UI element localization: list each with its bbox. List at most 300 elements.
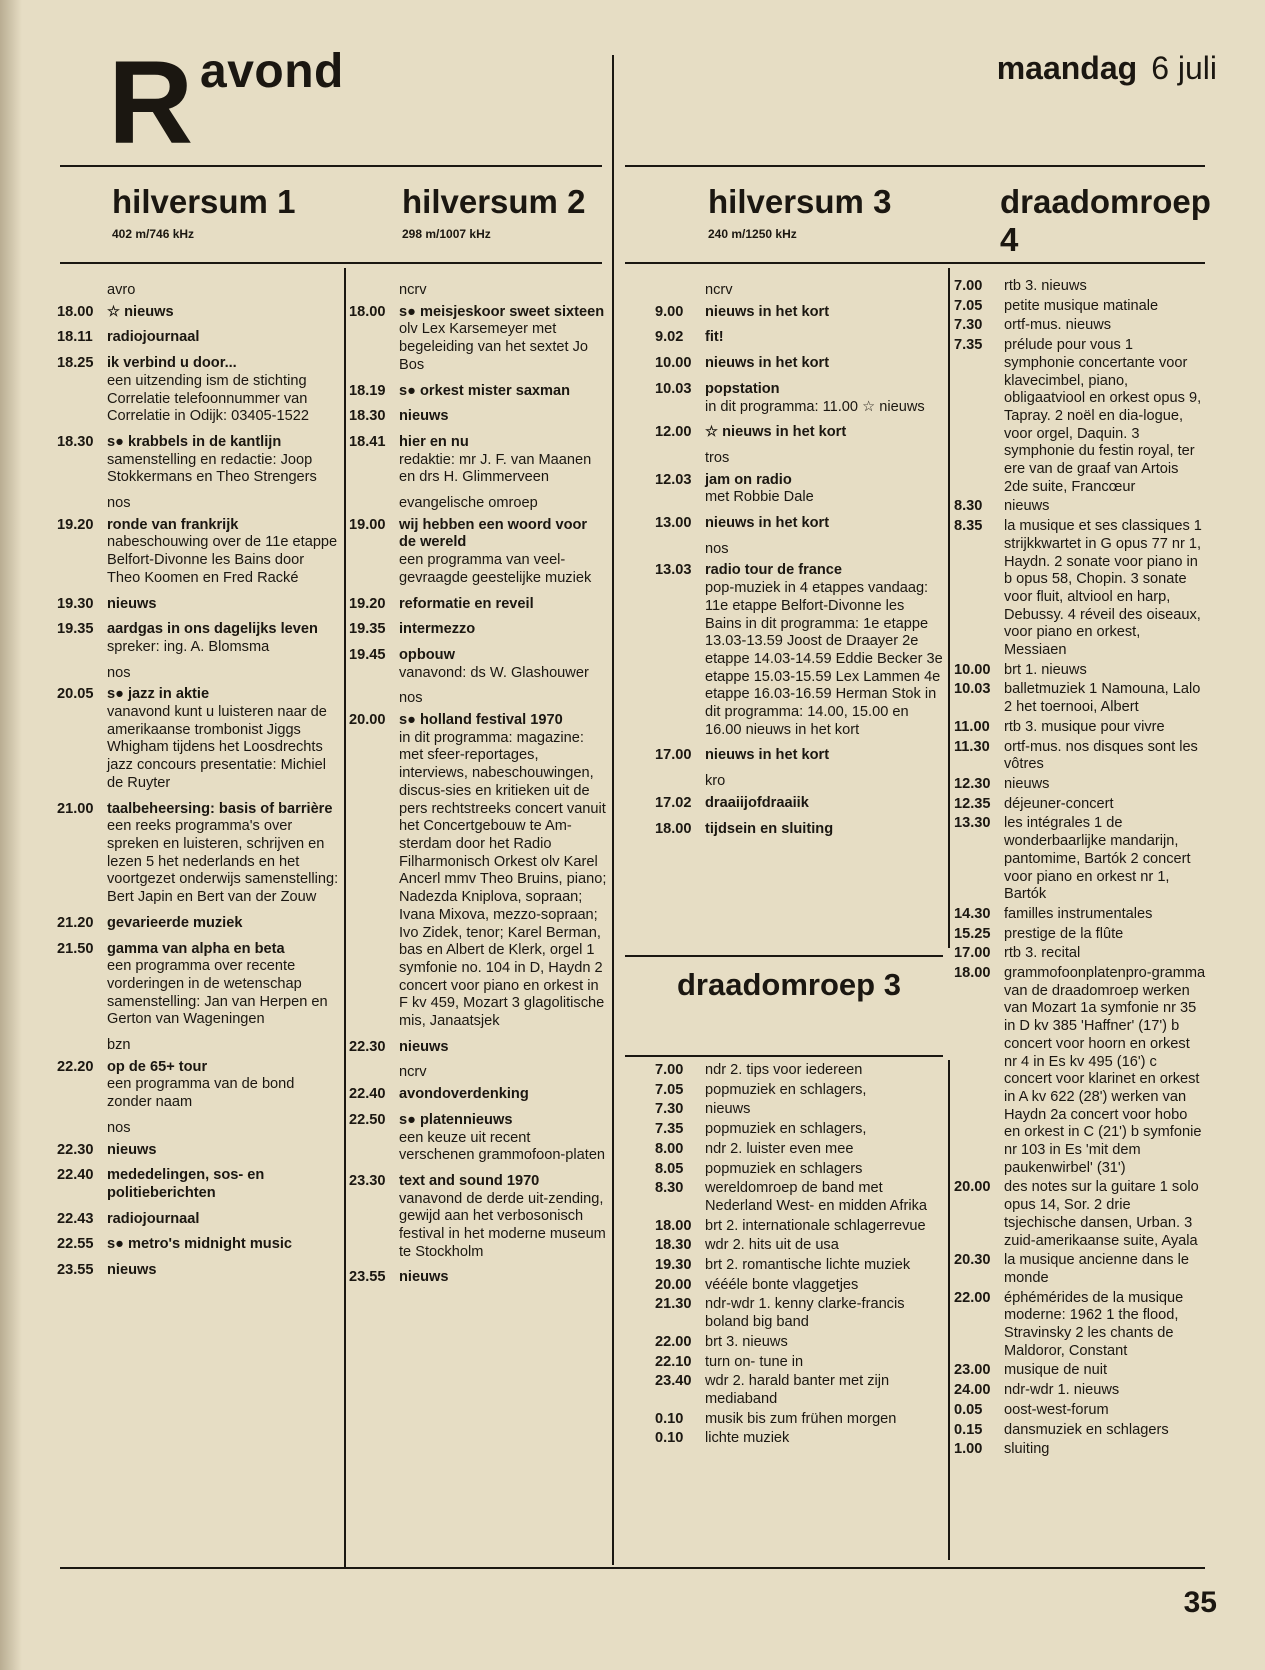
program-entry	[349, 1269, 607, 1287]
program-entry	[954, 1441, 1206, 1459]
program-title: text and sound 1970	[399, 1172, 540, 1189]
program-time: 20.00	[349, 712, 386, 729]
program-body	[107, 801, 339, 907]
program-entry	[57, 596, 339, 614]
program-entry	[655, 1218, 943, 1236]
program-time: 18.30	[655, 1237, 692, 1254]
program-time: 12.30	[954, 775, 991, 792]
program-description: brt 3. nieuws	[705, 1333, 788, 1350]
program-title: nieuws	[107, 1141, 157, 1158]
broadcaster-label: nos	[107, 495, 131, 512]
program-time: 8.30	[954, 498, 983, 515]
station-hilversum-3	[708, 183, 891, 241]
program-description: redaktie: mr J. F. van Maanen en drs H. Glimmerveen	[399, 451, 592, 486]
program-entry	[954, 1402, 1206, 1420]
program-time: 7.05	[954, 297, 983, 314]
program-time: 21.30	[655, 1296, 692, 1313]
program-body	[107, 329, 339, 347]
program-entry	[655, 304, 943, 322]
station-frequency: 402 m/746 kHz	[112, 227, 195, 241]
program-body	[705, 472, 943, 507]
program-body	[107, 621, 339, 656]
program-title: nieuws in het kort	[705, 747, 830, 764]
program-title: radiojournaal	[107, 1210, 200, 1227]
program-time: 22.30	[57, 1141, 94, 1158]
program-entry	[655, 1430, 943, 1448]
program-entry	[954, 1422, 1206, 1440]
program-time: 8.00	[655, 1140, 684, 1157]
program-title: nieuws	[107, 595, 157, 612]
program-title: ☆ nieuws	[107, 303, 174, 320]
program-body	[1004, 945, 1206, 963]
program-time: 0.05	[954, 1401, 983, 1418]
program-entry	[954, 1362, 1206, 1380]
broadcaster-label: kro	[705, 773, 726, 790]
program-entry	[954, 906, 1206, 924]
program-time: 13.03	[655, 562, 692, 579]
program-body	[107, 517, 339, 588]
program-title: s● orkest mister saxman	[399, 382, 571, 399]
program-title: jam on radio	[705, 471, 792, 488]
broadcaster-label: nos	[705, 540, 729, 557]
program-body	[705, 304, 943, 322]
program-description: brt 2. romantische lichte muziek	[705, 1257, 911, 1274]
program-description: een reeks programma's over spreken en luisteren, schrijven en lezen 5 het nederlands en het voortgezet onderwijs samenstelling: Bert Japin en Bert van der Zouw	[107, 818, 339, 906]
program-description: musique de nuit	[1004, 1362, 1108, 1379]
program-time: 10.03	[954, 681, 991, 698]
program-title: nieuws	[107, 1262, 157, 1279]
program-entry	[57, 355, 339, 426]
header-rule-right	[625, 262, 1205, 264]
program-body	[107, 596, 339, 614]
program-description: ndr-wdr 1. nieuws	[1004, 1382, 1120, 1399]
program-time: 23.40	[655, 1373, 692, 1390]
program-body	[107, 941, 339, 1030]
program-body	[1004, 776, 1206, 794]
program-description: wdr 2. hits uit de usa	[705, 1237, 839, 1254]
program-title: popstation	[705, 380, 780, 397]
program-title: s● krabbels in de kantlijn	[107, 433, 282, 450]
program-time: 20.05	[57, 686, 94, 703]
top-rule-left	[60, 165, 602, 167]
program-entry	[57, 434, 339, 487]
program-body	[1004, 1179, 1206, 1250]
draadomroep3-rule	[625, 955, 943, 957]
program-entry	[57, 1059, 339, 1112]
program-description: nieuws	[1004, 775, 1050, 792]
program-time: 15.25	[954, 925, 991, 942]
program-entry	[655, 1277, 943, 1295]
program-time: 8.30	[655, 1180, 684, 1197]
program-description: in dit programma: magazine: met sfeer-reportages, interviews, nabeschouwingen, discus-sies en kritieken uit de pers rechtstreeks concert vanuit het Concertgebouw te Am-sterdam door het Radio Filharmonisch Orkest olv Karel Ancerl mmv Theo Bruins, piano; Nadezda Kniplova, sopraan; Ivana Mixova, mezzo-sopraan; Ivo Zidek, tenor; Karel Berman, bas en Albert de Klerk, orgel 1 symfonie no. 104 in D, Haydn 2 concert voor piano en orkest in F kv 459, Mozart 3 glagolitische mis, Janaatsjek	[399, 729, 607, 1030]
program-title: ☆ nieuws in het kort	[705, 424, 847, 441]
schedule-draadomroep-4	[954, 278, 1206, 1461]
program-time: 10.03	[655, 380, 692, 397]
program-description: pop-muziek in 4 etappes vandaag: 11e etappe Belfort-Divonne les Bains in dit programma: 1e etappe 13.03-13.59 Joost de Draayer 2e etappe 14.03-14.59 Eddie Becker 3e etappe 15.03-15.59 Lex Lammen 4e etappe 16.03-16.59 Herman Stok in dit programma: 14.00, 15.00 en 16.00 nieuws in het kort	[705, 580, 943, 738]
program-time: 18.00	[349, 303, 386, 320]
program-title: nieuws in het kort	[705, 355, 830, 372]
program-entry	[954, 317, 1206, 335]
program-description: musik bis zum frühen morgen	[705, 1410, 897, 1427]
program-body	[705, 1218, 943, 1236]
program-body	[399, 712, 607, 1031]
program-title: avondoverdenking	[399, 1086, 529, 1103]
program-description: een programma over recente vorderingen in de wetenschap samenstelling: Jan van Herpen en Gerton van Wageningen	[107, 958, 328, 1028]
program-entry	[349, 1112, 607, 1165]
program-entry	[655, 562, 943, 739]
program-title: nieuws in het kort	[705, 515, 830, 532]
program-time: 19.45	[349, 646, 386, 663]
program-time: 12.03	[655, 471, 692, 488]
program-time: 7.05	[655, 1081, 684, 1098]
program-title: mededelingen, sos- en politieberichten	[107, 1167, 265, 1201]
station-name: draadomroep 4	[1000, 183, 1211, 258]
program-entry	[655, 1296, 943, 1331]
program-description: petite musique matinale	[1004, 297, 1159, 314]
program-title: intermezzo	[399, 621, 476, 638]
program-time: 12.00	[655, 424, 692, 441]
program-body	[399, 1112, 607, 1165]
broadcaster-label: ncrv	[399, 1064, 427, 1081]
program-description: ortf-mus. nos disques sont les vôtres	[1004, 738, 1198, 773]
program-time: 23.00	[954, 1362, 991, 1379]
program-body	[705, 1062, 943, 1080]
program-time: 20.00	[954, 1179, 991, 1196]
header-rule-left	[60, 262, 602, 264]
program-time: 11.30	[954, 738, 990, 755]
program-time: 23.55	[349, 1269, 386, 1286]
program-entry	[954, 815, 1206, 904]
program-time: 18.00	[655, 1217, 692, 1234]
program-title: draaiijofdraaiik	[705, 794, 809, 811]
date-value: 6 juli	[1151, 50, 1217, 86]
center-divider	[612, 55, 614, 1565]
program-time: 13.00	[655, 515, 692, 532]
program-entry	[954, 739, 1206, 774]
program-body	[705, 1411, 943, 1429]
program-entry	[349, 383, 607, 401]
program-time: 0.15	[954, 1421, 983, 1438]
program-time: 22.20	[57, 1058, 94, 1075]
program-entry	[349, 712, 607, 1031]
program-body	[107, 1142, 339, 1160]
program-title: ik verbind u door...	[107, 355, 237, 372]
program-time: 7.30	[655, 1101, 684, 1118]
program-description: olv Lex Karsemeyer met begeleiding van het sextet Jo Bos	[399, 321, 589, 373]
program-body	[107, 915, 339, 933]
program-body	[1004, 518, 1206, 660]
program-time: 7.00	[954, 278, 983, 294]
top-rule-right	[625, 165, 1205, 167]
program-title: aardgas in ons dagelijks leven	[107, 621, 318, 638]
program-body	[107, 1059, 339, 1112]
program-time: 18.00	[57, 303, 94, 320]
program-time: 22.55	[57, 1236, 94, 1253]
program-body	[1004, 662, 1206, 680]
program-time: 19.30	[655, 1257, 692, 1274]
program-description: wereldomroep de band met Nederland West- en midden Afrika	[705, 1180, 927, 1214]
program-body	[1004, 298, 1206, 316]
program-entry	[57, 1142, 339, 1160]
program-title: s● jazz in aktie	[107, 686, 210, 703]
program-time: 18.11	[57, 329, 93, 346]
program-time: 12.35	[954, 795, 991, 812]
program-description: vanavond de derde uit-zending, gewijd aan het verbosonisch festival in het moderne museum te Stockholm	[399, 1190, 606, 1260]
program-title: gevarieerde muziek	[107, 914, 243, 931]
program-time: 7.35	[954, 337, 983, 354]
broadcaster-label: nos	[399, 690, 423, 707]
program-description: brt 2. internationale schlagerrevue	[705, 1217, 926, 1234]
program-body	[1004, 1441, 1206, 1459]
program-entry	[954, 1290, 1206, 1361]
program-time: 0.10	[655, 1410, 684, 1427]
program-time: 10.00	[655, 355, 692, 372]
program-title: fit!	[705, 329, 724, 346]
program-time: 7.30	[954, 317, 983, 334]
program-body	[1004, 498, 1206, 516]
program-description: prestige de la flûte	[1004, 925, 1124, 942]
program-entry	[655, 1257, 943, 1275]
program-body	[399, 1086, 607, 1104]
program-description: déjeuner-concert	[1004, 795, 1114, 812]
program-entry	[57, 1167, 339, 1202]
program-body	[399, 408, 607, 426]
program-body	[705, 329, 943, 347]
program-description: rtb 3. nieuws	[1004, 278, 1087, 294]
program-entry	[57, 304, 339, 322]
program-description: les intégrales 1 de wonderbaarlijke mandarijn, pantomime, Bartók 2 concert voor piano en orkest nr 1, Bartók	[1004, 815, 1191, 903]
program-description: wdr 2. harald banter met zijn mediaband	[705, 1373, 890, 1407]
program-body	[705, 1082, 943, 1100]
program-description: een uitzending ism de stichting Correlatie telefoonnummer van Correlatie in Odijk: 03405-1522	[107, 372, 309, 425]
program-body	[1004, 1422, 1206, 1440]
program-entry	[954, 1252, 1206, 1287]
program-entry	[655, 1373, 943, 1408]
program-description: ndr 2. tips voor iedereen	[705, 1062, 863, 1078]
program-body	[1004, 815, 1206, 904]
program-description: oost-west-forum	[1004, 1401, 1109, 1418]
program-body	[107, 1211, 339, 1229]
program-description: spreker: ing. A. Blomsma	[107, 638, 270, 655]
program-time: 19.30	[57, 595, 94, 612]
program-entry	[655, 472, 943, 507]
col-divider-3b	[948, 1060, 950, 1560]
program-entry	[954, 681, 1206, 716]
broadcaster-label: ncrv	[705, 282, 733, 298]
program-body	[1004, 317, 1206, 335]
program-entry	[57, 686, 339, 792]
program-body	[705, 1334, 943, 1352]
program-title: wij hebben een woord voor de wereld	[399, 516, 588, 551]
program-body	[399, 1269, 607, 1287]
schedule-hilversum-1	[57, 278, 339, 1288]
program-time: 22.43	[57, 1210, 94, 1227]
program-entry	[954, 965, 1206, 1177]
program-time: 17.02	[655, 794, 692, 811]
program-body	[1004, 1362, 1206, 1380]
program-time: 18.19	[349, 382, 386, 399]
program-entry	[655, 821, 943, 839]
program-description: rtb 3. musique pour vivre	[1004, 718, 1165, 735]
program-description: popmuziek en schlagers,	[705, 1081, 867, 1098]
program-entry	[954, 1382, 1206, 1400]
program-entry	[954, 518, 1206, 660]
program-body	[1004, 926, 1206, 944]
program-entry	[655, 747, 943, 765]
program-body	[705, 1373, 943, 1408]
program-entry	[655, 329, 943, 347]
program-entry	[954, 719, 1206, 737]
program-time: 20.00	[655, 1276, 692, 1293]
program-body	[705, 1257, 943, 1275]
broadcaster-label: evangelische omroep	[399, 495, 538, 512]
program-entry	[655, 1161, 943, 1179]
program-entry	[954, 278, 1206, 296]
program-time: 0.10	[655, 1430, 684, 1447]
program-time: 7.00	[655, 1062, 684, 1078]
program-entry	[57, 801, 339, 907]
program-entry	[954, 796, 1206, 814]
program-body	[705, 1296, 943, 1331]
bottom-rule	[60, 1567, 1205, 1569]
station-frequency: 240 m/1250 kHz	[708, 227, 797, 241]
program-body	[399, 647, 607, 682]
program-body	[705, 562, 943, 739]
program-time: 19.35	[349, 621, 386, 638]
program-description: dansmuziek en schlagers	[1004, 1421, 1169, 1438]
col-divider-1	[344, 268, 346, 1568]
program-entry	[954, 945, 1206, 963]
program-entry	[57, 1211, 339, 1229]
program-body	[107, 304, 339, 322]
program-body	[1004, 337, 1206, 496]
col-divider-3a	[948, 268, 950, 948]
program-entry	[655, 1411, 943, 1429]
program-time: 22.40	[57, 1167, 94, 1184]
broadcaster-label: nos	[107, 1119, 131, 1136]
program-time: 20.30	[954, 1252, 991, 1269]
program-description: in dit programma: 11.00 ☆ nieuws	[705, 398, 925, 415]
program-body	[1004, 1402, 1206, 1420]
program-time: 22.10	[655, 1353, 692, 1370]
program-body	[705, 1141, 943, 1159]
program-description: la musique et ses classiques 1 strijkkwartet in G opus 77 nr 1, Haydn. 2 sonate voor piano in b opus 58, Chopin. 3 sonate voor fluit, altviool en harp, Debussy. 4 réveil des oiseaux, voor piano en orkest, Messiaen	[1004, 518, 1202, 659]
program-time: 7.35	[655, 1121, 684, 1138]
program-entry	[655, 1062, 943, 1080]
program-entry	[954, 298, 1206, 316]
station-name: hilversum 1	[112, 183, 296, 220]
schedule-hilversum-3	[655, 278, 943, 846]
program-time: 8.05	[655, 1160, 684, 1177]
program-title: nieuws	[399, 1269, 449, 1286]
program-title: gamma van alpha en beta	[107, 940, 285, 957]
program-title: taalbeheersing: basis of barrière	[107, 800, 333, 817]
program-description: des notes sur la guitare 1 solo opus 14, Sor. 2 drie tsjechische dansen, Urban. 3 zuid-amerikaanse suite, Ayala	[1004, 1179, 1199, 1249]
program-body	[1004, 906, 1206, 924]
program-description: grammofoonplatenpro-gramma van de draadomroep werken van Mozart 1a symfonie nr 35 in D kv 385 'Haffner' (17') b concert voor hoorn en orkest nr 4 in Es kv 495 (16') c concert voor klarinet en orkest in A kv 622 (28') werken van Haydn 2a concert voor hobo en orkest in C (21') b symfonie nr 103 in Es 'mit dem paukenwirbel' (31')	[1004, 965, 1206, 1176]
program-title: opbouw	[399, 646, 455, 663]
page-spine-shadow	[0, 0, 22, 1670]
program-entry	[349, 621, 607, 639]
program-time: 18.30	[57, 433, 94, 450]
program-body	[399, 517, 607, 588]
program-time: 23.30	[349, 1172, 386, 1189]
program-body	[705, 747, 943, 765]
broadcaster-label: avro	[107, 282, 136, 298]
broadcaster-label: bzn	[107, 1037, 131, 1054]
program-entry	[57, 621, 339, 656]
program-body	[705, 1101, 943, 1119]
program-time: 22.40	[349, 1086, 386, 1103]
program-time: 18.00	[954, 965, 991, 982]
program-time: 21.00	[57, 800, 94, 817]
broadcaster-label: ncrv	[399, 282, 427, 298]
program-time: 1.00	[954, 1441, 983, 1458]
program-body	[399, 621, 607, 639]
program-description: een programma van veel-gevraagde geestelijke muziek	[399, 552, 592, 586]
program-title: s● meisjeskoor sweet sixteen	[399, 303, 605, 320]
program-body	[1004, 681, 1206, 716]
program-description: nieuws	[705, 1101, 751, 1118]
station-name: hilversum 3	[708, 183, 892, 220]
program-description: samenstelling en redactie: Joop Stokkermans en Theo Strengers	[107, 451, 317, 486]
program-body	[705, 355, 943, 373]
program-entry	[954, 926, 1206, 944]
station-draadomroep-3: draadomroep 3	[677, 967, 901, 1002]
program-entry	[349, 1039, 607, 1057]
program-description: popmuziek en schlagers,	[705, 1121, 867, 1138]
program-body	[399, 304, 607, 375]
program-entry	[655, 1101, 943, 1119]
program-time: 9.02	[655, 329, 684, 346]
station-frequency: 298 m/1007 kHz	[402, 227, 491, 241]
program-entry	[349, 408, 607, 426]
program-time: 18.25	[57, 355, 94, 372]
program-entry	[954, 662, 1206, 680]
program-body	[107, 686, 339, 792]
program-body	[107, 1262, 339, 1280]
program-entry	[349, 596, 607, 614]
program-time: 22.50	[349, 1111, 386, 1128]
program-body	[705, 1277, 943, 1295]
program-description: brt 1. nieuws	[1004, 661, 1087, 678]
program-description: nabeschouwing over de 11e etappe Belfort-Divonne les Bains door Theo Koomen en Fred Racké	[107, 534, 338, 586]
program-description: een keuze uit recent verschenen grammofoon-platen	[399, 1129, 606, 1164]
program-time: 22.00	[954, 1289, 991, 1306]
program-title: nieuws	[399, 1038, 449, 1055]
program-entry	[57, 915, 339, 933]
program-title: s● platennieuws	[399, 1111, 513, 1128]
program-time: 21.50	[57, 940, 94, 957]
program-description: prélude pour vous 1 symphonie concertante voor klavecimbel, piano, obligaatviool en orkest opus 9, Tapray. 2 noël en dia-logue, voor orgel, Daquin. 3 symphonie du festin royal, ter ere van de graaf van Artois 2de suite, Francœur	[1004, 337, 1202, 495]
program-entry	[655, 1180, 943, 1215]
program-body	[399, 434, 607, 487]
program-time: 9.00	[655, 303, 684, 320]
program-description: sluiting	[1004, 1441, 1050, 1458]
program-entry	[655, 381, 943, 416]
program-title: s● metro's midnight music	[107, 1236, 293, 1253]
program-entry	[349, 304, 607, 375]
program-time: 19.00	[349, 516, 386, 533]
program-entry	[57, 941, 339, 1030]
program-time: 11.00	[954, 718, 990, 735]
broadcaster-label: nos	[107, 664, 131, 681]
program-entry	[954, 337, 1206, 496]
program-description: familles instrumentales	[1004, 905, 1153, 922]
program-body	[399, 1173, 607, 1262]
program-body	[107, 434, 339, 487]
program-body	[107, 355, 339, 426]
